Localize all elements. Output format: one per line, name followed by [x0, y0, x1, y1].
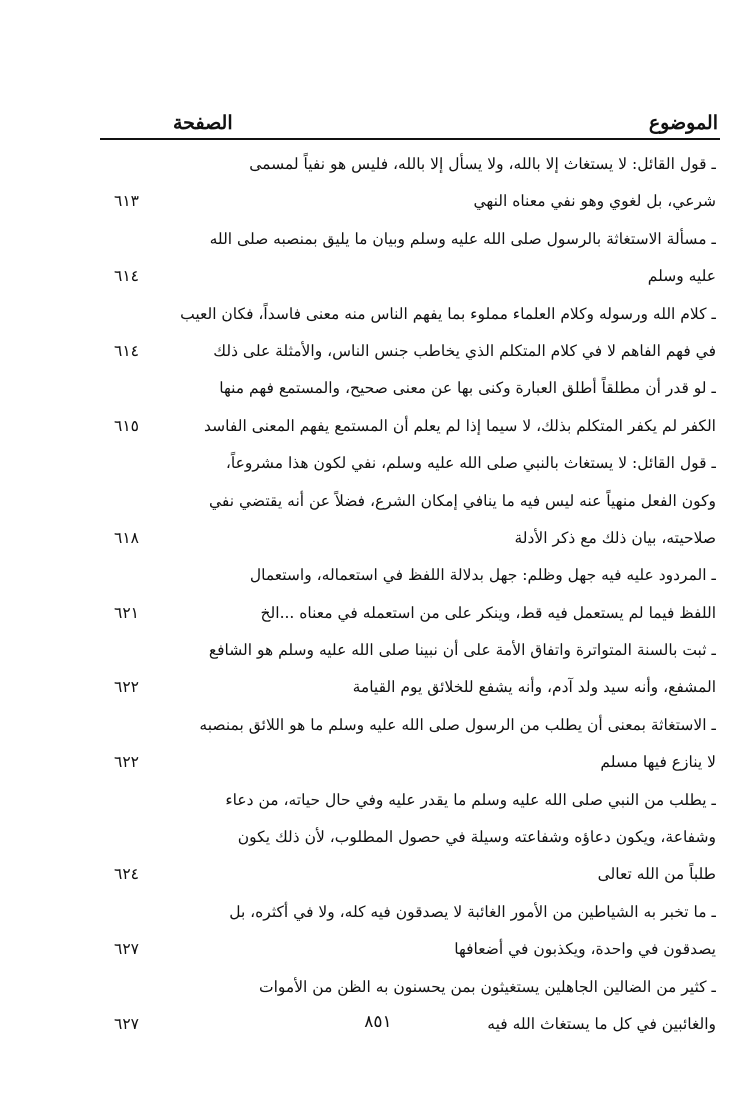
entry-text: ـ مسألة الاستغاثة بالرسول صلى الله عليه وسلم وبيان ما يليق بمنصبه صلى الله	[209, 229, 716, 248]
entry-text: الكفر لم يكفر المتكلم بذلك، لا سيما إذا لم يعلم أن المستمع يفهم المعنى الفاسد	[204, 416, 716, 435]
entry-page-number: ٦٢٢	[114, 753, 139, 772]
index-row	[0, 595, 756, 632]
index-row	[0, 557, 756, 594]
entry-text: في فهم الفاهم لا في كلام المتكلم الذي يخاطب جنس الناس، والأمثلة على ذلك	[213, 341, 716, 360]
index-row	[0, 782, 756, 819]
index-row	[0, 744, 756, 781]
index-row	[0, 408, 756, 445]
entry-text: لا ينازع فيها مسلم	[600, 753, 716, 772]
entry-text: ـ يطلب من النبي صلى الله عليه وسلم ما يقدر عليه وفي حال حياته، من دعاء	[225, 790, 716, 809]
index-row	[0, 258, 756, 295]
index-row	[0, 707, 756, 744]
entry-text: ـ الاستغاثة بمعنى أن يطلب من الرسول صلى الله عليه وسلم ما هو اللائق بمنصبه	[199, 715, 716, 734]
index-row	[0, 370, 756, 407]
entry-text: ـ ثبت بالسنة المتواترة واتفاق الأمة على أن نبينا صلى الله عليه وسلم هو الشافع	[208, 641, 716, 660]
index-row	[0, 669, 756, 706]
index-row	[0, 146, 756, 183]
entry-text: ـ المردود عليه فيه جهل وظلم: جهل بدلالة اللفظ في استعماله، واستعمال	[249, 566, 716, 585]
page-number: ٨٥١	[364, 1012, 392, 1032]
index-row	[0, 969, 756, 1006]
entry-text: ـ ما تخبر به الشياطين من الأمور الغائبة لا يصدقون فيه كله، ولا في أكثره، بل	[229, 902, 716, 921]
entry-page-number: ٦١٨	[114, 528, 139, 547]
index-entries	[0, 146, 756, 1043]
entry-page-number: ٦٢٧	[114, 1014, 139, 1033]
index-row	[0, 632, 756, 669]
entry-page-number: ٦٢٧	[114, 940, 139, 959]
entry-text: ـ قول القائل: لا يستغاث إلا بالله، ولا يسأل إلا بالله، فليس هو نفياً لمسمى	[249, 155, 716, 173]
entry-text: وكون الفعل منهياً عنه ليس فيه ما ينافي إمكان الشرع، فضلاً عن أنه يقتضي نفي	[209, 491, 716, 510]
index-row	[0, 856, 756, 893]
entry-text: يصدقون في واحدة، ويكذبون في أضعافها	[454, 940, 716, 959]
entry-text: وشفاعة، ويكون دعاؤه وشفاعته وسيلة في حصول المطلوب، لأن ذلك يكون	[237, 828, 716, 847]
entry-text: اللفظ فيما لم يستعمل فيه قط، وينكر على من استعمله في معناه ...الخ	[260, 603, 716, 622]
index-row	[0, 894, 756, 931]
entry-page-number: ٦١٤	[114, 267, 139, 286]
entry-text: والغائبين في كل ما يستغاث الله فيه	[487, 1014, 716, 1033]
entry-text: ـ قول القائل: لا يستغاث بالنبي صلى الله عليه وسلم، نفي لكون هذا مشروعاً،	[225, 454, 716, 473]
entry-page-number: ٦٢١	[114, 603, 139, 622]
header-rule	[100, 138, 720, 140]
entry-text: عليه وسلم	[647, 267, 716, 286]
index-row	[0, 931, 756, 968]
entry-text: ـ كثير من الضالين الجاهلين يستغيثون بمن يحسنون به الظن من الأموات	[258, 977, 716, 996]
index-row	[0, 183, 756, 220]
entry-page-number: ٦١٣	[114, 192, 139, 211]
entry-text: شرعي، بل لغوي وهو نفي معناه النهي	[473, 192, 716, 211]
entry-page-number: ٦٢٤	[114, 865, 139, 884]
topic-column-header: الموضوع	[648, 112, 718, 134]
index-row	[0, 445, 756, 482]
entry-text: طلباً من الله تعالى	[597, 865, 716, 884]
index-row	[0, 221, 756, 258]
entry-text: صلاحيته، بيان ذلك مع ذكر الأدلة	[514, 528, 716, 547]
index-row	[0, 483, 756, 520]
index-row	[0, 819, 756, 856]
entry-text: المشفع، وأنه سيد ولد آدم، وأنه يشفع للخلائق يوم القيامة	[352, 678, 716, 697]
index-row	[0, 333, 756, 370]
entry-text: ـ لو قدر أن مطلقاً أطلق العبارة وكنى بها عن معنى صحيح، والمستمع فهم منها	[219, 379, 716, 398]
index-row	[0, 520, 756, 557]
entry-page-number: ٦١٤	[114, 341, 139, 360]
entry-text: ـ كلام الله ورسوله وكلام العلماء مملوء بما يفهم الناس منه معنى فاسداً، فكان العيب	[180, 304, 716, 323]
entry-page-number: ٦٢٢	[114, 678, 139, 697]
index-row	[0, 296, 756, 333]
page-column-header: الصفحة	[173, 112, 233, 134]
entry-page-number: ٦١٥	[114, 416, 139, 435]
